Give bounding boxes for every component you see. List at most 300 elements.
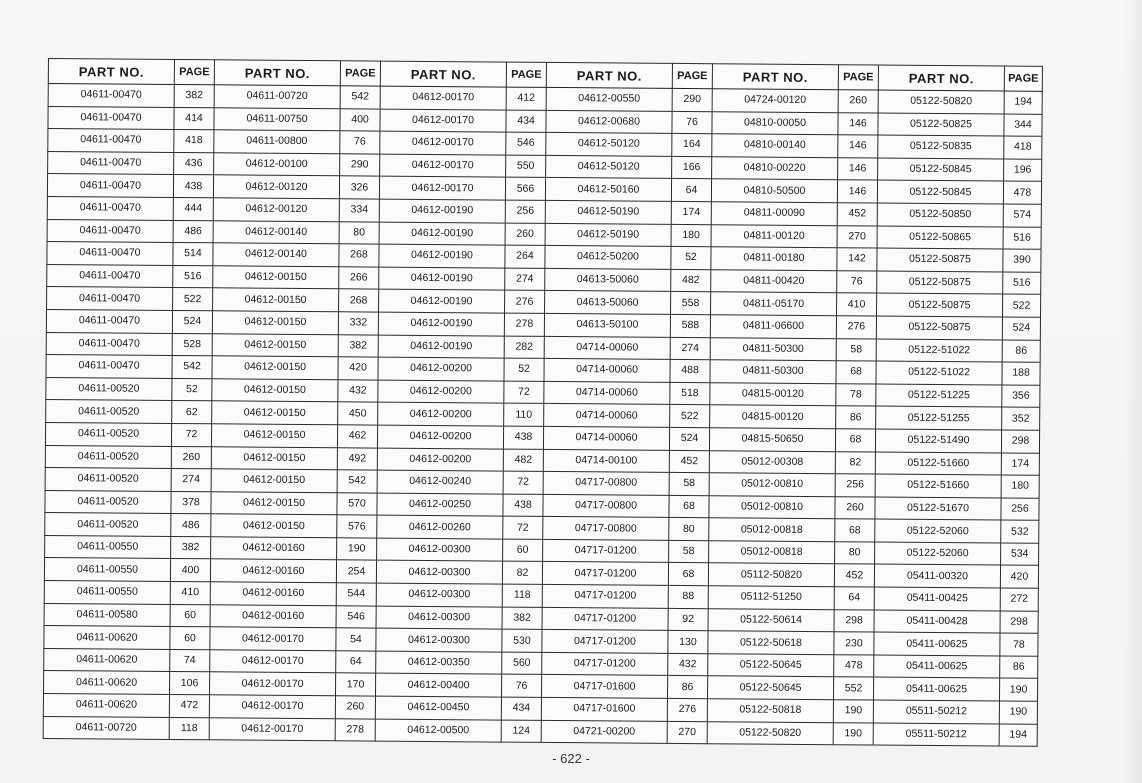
part-number-cell: 05122-50850 — [877, 203, 1003, 227]
part-number-cell: 04612-00140 — [213, 243, 339, 267]
page-reference-cell: 82 — [502, 562, 542, 585]
page-reference-cell: 254 — [336, 560, 376, 583]
page-reference-cell: 378 — [171, 491, 211, 514]
part-number-cell: 04612-00150 — [212, 401, 338, 425]
part-number-cell: 04611-00520 — [46, 377, 172, 401]
part-number-cell: 05122-52060 — [875, 519, 1001, 543]
page-reference-cell: 256 — [505, 200, 545, 223]
part-number-cell: 04612-00260 — [377, 515, 503, 539]
part-number-cell: 04717-01600 — [541, 675, 667, 699]
part-number-cell: 04612-50120 — [546, 155, 672, 179]
column-header-part-no: PART NO. — [214, 60, 340, 86]
part-number-cell: 04612-00150 — [213, 266, 339, 290]
part-number-cell: 04611-00800 — [214, 130, 340, 154]
part-number-cell: 04611-00520 — [45, 422, 171, 446]
page-reference-cell: 438 — [173, 175, 213, 198]
part-number-cell: 04815-50650 — [709, 428, 835, 452]
page-reference-cell: 382 — [174, 84, 214, 107]
page-reference-cell: 282 — [504, 336, 544, 359]
part-number-cell: 04611-00470 — [47, 174, 173, 198]
part-number-cell: 05122-50820 — [878, 90, 1004, 114]
part-number-cell: 04613-50060 — [545, 291, 671, 315]
page-reference-cell: 58 — [669, 540, 709, 563]
part-number-cell: 04612-00300 — [376, 561, 502, 585]
part-number-cell: 05122-50820 — [707, 721, 833, 745]
page-reference-cell: 166 — [672, 156, 712, 179]
page-reference-cell: 52 — [671, 247, 711, 270]
page-reference-cell: 78 — [1000, 633, 1038, 656]
page-reference-cell: 276 — [667, 698, 707, 721]
page-reference-cell: 522 — [173, 288, 213, 311]
page-reference-cell: 260 — [171, 446, 211, 469]
column-header-part-no: PART NO. — [48, 59, 174, 85]
page-reference-cell: 382 — [171, 536, 211, 559]
part-number-cell: 05122-50875 — [876, 293, 1002, 317]
part-number-cell: 04611-00470 — [47, 264, 173, 288]
page-reference-cell: 78 — [836, 383, 876, 406]
part-number-cell: 04612-00150 — [211, 424, 337, 448]
page-reference-cell: 256 — [835, 474, 875, 497]
page-reference-cell: 260 — [505, 223, 545, 246]
part-number-cell: 04612-50190 — [545, 200, 671, 224]
page-reference-cell: 414 — [174, 107, 214, 130]
page-reference-cell: 264 — [505, 245, 545, 268]
part-number-cell: 04612-00200 — [378, 402, 504, 426]
page-reference-cell: 410 — [837, 293, 877, 316]
part-number-cell: 04611-00520 — [45, 468, 171, 492]
part-number-cell: 04612-00200 — [377, 425, 503, 449]
page-reference-cell: 76 — [837, 270, 877, 293]
part-number-cell: 04612-00150 — [211, 491, 337, 515]
page-reference-cell: 588 — [670, 314, 710, 337]
part-number-cell: 04612-50200 — [545, 246, 671, 270]
part-number-cell: 04612-00190 — [379, 289, 505, 313]
part-number-cell: 04612-00680 — [546, 110, 672, 134]
page-reference-cell: 420 — [338, 357, 378, 380]
page-reference-cell: 190 — [999, 701, 1037, 724]
part-number-cell: 04611-00620 — [43, 694, 169, 718]
part-number-cell: 04717-01200 — [542, 607, 668, 631]
page-reference-cell: 92 — [668, 608, 708, 631]
page-reference-cell: 174 — [671, 201, 711, 224]
column-header-page: PAGE — [506, 62, 546, 87]
part-number-cell: 04612-00120 — [213, 198, 339, 222]
part-number-cell: 04612-00200 — [378, 357, 504, 381]
page-reference-cell: 524 — [669, 427, 709, 450]
page-reference-cell: 462 — [337, 425, 377, 448]
page-reference-cell: 174 — [1001, 453, 1039, 476]
part-number-cell: 04612-00300 — [376, 606, 502, 630]
part-number-cell: 05411-00625 — [874, 632, 1000, 656]
page-reference-cell: 298 — [1000, 611, 1038, 634]
part-number-cell: 04717-01200 — [543, 539, 669, 563]
page-reference-cell: 382 — [338, 334, 378, 357]
page-reference-cell: 432 — [668, 653, 708, 676]
part-number-cell: 05511-50212 — [873, 723, 999, 747]
part-number-cell: 05122-50845 — [877, 180, 1003, 204]
part-number-cell: 04714-00060 — [543, 426, 669, 450]
page-reference-cell: 64 — [834, 587, 874, 610]
part-number-cell: 05012-00810 — [709, 495, 835, 519]
part-number-cell: 05122-51022 — [876, 339, 1002, 363]
part-number-cell: 05122-50875 — [876, 316, 1002, 340]
part-number-cell: 04612-00550 — [546, 87, 672, 111]
column-header-page: PAGE — [340, 61, 380, 86]
page-reference-cell: 478 — [1003, 181, 1041, 204]
page-reference-cell: 516 — [173, 265, 213, 288]
part-number-cell: 04612-00300 — [376, 583, 502, 607]
page-reference-cell: 528 — [172, 333, 212, 356]
part-number-cell: 04611-00720 — [214, 85, 340, 109]
part-number-cell: 04611-00750 — [214, 107, 340, 131]
page-reference-cell: 60 — [503, 539, 543, 562]
part-number-cell: 04612-00150 — [212, 356, 338, 380]
part-number-cell: 04717-01200 — [542, 630, 668, 654]
page-reference-cell: 64 — [671, 179, 711, 202]
page-reference-cell: 64 — [336, 651, 376, 674]
page-reference-cell: 274 — [670, 337, 710, 360]
part-number-cell: 05122-51660 — [875, 474, 1001, 498]
page-reference-cell: 550 — [506, 155, 546, 178]
page-reference-cell: 52 — [172, 378, 212, 401]
part-number-cell: 04810-00050 — [712, 111, 838, 135]
page-reference-cell: 86 — [1002, 340, 1040, 363]
page-reference-cell: 146 — [837, 180, 877, 203]
part-number-cell: 04717-01200 — [542, 652, 668, 676]
part-number-cell: 04612-00400 — [375, 674, 501, 698]
page-reference-cell: 72 — [504, 381, 544, 404]
page-reference-cell: 68 — [668, 563, 708, 586]
page-reference-cell: 382 — [502, 607, 542, 630]
page-reference-cell: 146 — [838, 157, 878, 180]
column-header-part-no: PART NO. — [878, 65, 1004, 91]
page-reference-cell: 76 — [501, 675, 541, 698]
page-reference-cell: 518 — [670, 382, 710, 405]
part-number-cell: 04612-00170 — [380, 109, 506, 133]
page-reference-cell: 190 — [337, 538, 377, 561]
part-number-cell: 05122-50818 — [707, 699, 833, 723]
part-number-cell: 04611-00470 — [47, 196, 173, 220]
page-reference-cell: 290 — [672, 88, 712, 111]
page-reference-cell: 412 — [506, 87, 546, 110]
parts-index-table — [43, 58, 1043, 747]
page-reference-cell: 124 — [501, 720, 541, 743]
page-reference-cell: 438 — [503, 494, 543, 517]
part-number-cell: 04611-00620 — [44, 671, 170, 695]
part-number-cell: 04724-00120 — [712, 89, 838, 113]
page-reference-cell: 130 — [668, 631, 708, 654]
part-number-cell: 04611-00470 — [46, 309, 172, 333]
column-header-page: PAGE — [672, 63, 712, 88]
page-reference-cell: 576 — [337, 515, 377, 538]
part-number-cell: 04717-01200 — [542, 562, 668, 586]
page-reference-cell: 326 — [339, 176, 379, 199]
page-reference-cell: 516 — [1003, 227, 1041, 250]
page-reference-cell: 486 — [171, 514, 211, 537]
part-number-cell: 05122-51660 — [875, 452, 1001, 476]
page-reference-cell: 170 — [335, 673, 375, 696]
page-reference-cell: 110 — [504, 403, 544, 426]
part-number-cell: 05411-00625 — [873, 677, 999, 701]
part-number-cell: 04612-00300 — [376, 628, 502, 652]
column-header-page: PAGE — [174, 59, 214, 84]
part-number-cell: 04612-00300 — [377, 538, 503, 562]
page-reference-cell: 76 — [340, 131, 380, 154]
page-reference-cell: 334 — [339, 199, 379, 222]
part-number-cell: 04815-00120 — [710, 405, 836, 429]
page-reference-cell: 270 — [837, 225, 877, 248]
part-number-cell: 05411-00625 — [874, 655, 1000, 679]
page-reference-cell: 566 — [505, 177, 545, 200]
page-reference-cell: 190 — [999, 678, 1037, 701]
page-reference-cell: 68 — [669, 495, 709, 518]
page-reference-cell: 488 — [670, 360, 710, 383]
page-reference-cell: 68 — [835, 519, 875, 542]
part-number-cell: 04612-00170 — [210, 672, 336, 696]
part-number-cell: 04612-00100 — [214, 153, 340, 177]
part-number-cell: 04815-00120 — [710, 382, 836, 406]
part-number-cell: 05122-50835 — [878, 135, 1004, 159]
part-number-cell: 05411-00425 — [874, 587, 1000, 611]
column-header-part-no: PART NO. — [712, 64, 838, 90]
page-reference-cell: 164 — [672, 134, 712, 157]
part-number-cell: 05122-50875 — [877, 271, 1003, 295]
page-reference-cell: 522 — [670, 405, 710, 428]
part-number-cell: 04612-00160 — [210, 604, 336, 628]
column-header-page: PAGE — [838, 65, 878, 90]
page-reference-cell: 438 — [503, 426, 543, 449]
page-reference-cell: 194 — [999, 724, 1037, 747]
page-reference-cell: 62 — [172, 401, 212, 424]
page-reference-cell: 552 — [833, 677, 873, 700]
page-number: - 622 - — [552, 751, 590, 766]
part-number-cell: 04612-00170 — [210, 650, 336, 674]
part-number-cell: 05411-00428 — [874, 610, 1000, 634]
part-number-cell: 04612-00160 — [211, 537, 337, 561]
part-number-cell: 05012-00810 — [709, 473, 835, 497]
part-number-cell: 04811-00090 — [711, 202, 837, 226]
page-reference-cell: 274 — [505, 268, 545, 291]
page-reference-cell: 260 — [335, 696, 375, 719]
page-reference-cell: 142 — [837, 248, 877, 271]
page-reference-cell: 270 — [667, 721, 707, 744]
part-number-cell: 04811-00120 — [711, 224, 837, 248]
part-number-cell: 04612-00350 — [376, 651, 502, 675]
part-number-cell: 04612-50120 — [546, 133, 672, 157]
part-number-cell: 04810-00140 — [712, 134, 838, 158]
page-reference-cell: 436 — [174, 152, 214, 175]
part-number-cell: 04611-00470 — [47, 242, 173, 266]
part-number-cell: 05122-50845 — [878, 158, 1004, 182]
part-number-cell: 04612-00150 — [211, 514, 337, 538]
page-reference-cell: 72 — [171, 423, 211, 446]
page-reference-cell: 86 — [836, 406, 876, 429]
part-number-cell: 04612-00240 — [377, 470, 503, 494]
page-reference-cell: 492 — [337, 447, 377, 470]
part-number-cell: 05122-50618 — [708, 631, 834, 655]
part-number-cell: 04612-00140 — [213, 220, 339, 244]
page-reference-cell: 276 — [836, 316, 876, 339]
page-reference-cell: 80 — [669, 518, 709, 541]
page-reference-cell: 118 — [169, 717, 209, 740]
page-reference-cell: 290 — [340, 154, 380, 177]
page-reference-cell: 76 — [672, 111, 712, 134]
part-number-cell: 04612-00170 — [380, 154, 506, 178]
page-reference-cell: 418 — [1004, 136, 1042, 159]
part-number-cell: 04721-00200 — [541, 720, 667, 744]
page-reference-cell: 542 — [172, 356, 212, 379]
page-reference-cell: 190 — [833, 700, 873, 723]
part-number-cell: 04811-00180 — [711, 247, 837, 271]
page-reference-cell: 486 — [173, 220, 213, 243]
page-reference-cell: 524 — [172, 310, 212, 333]
part-number-cell: 04612-00190 — [379, 199, 505, 223]
part-number-cell: 04714-00100 — [543, 449, 669, 473]
page-reference-cell: 450 — [338, 402, 378, 425]
page-reference-cell: 106 — [170, 672, 210, 695]
part-number-cell: 04611-00470 — [47, 219, 173, 243]
part-number-cell: 04611-00720 — [43, 716, 169, 740]
page-reference-cell: 68 — [835, 429, 875, 452]
part-number-cell: 04611-00550 — [45, 535, 171, 559]
part-number-cell: 05112-50820 — [708, 563, 834, 587]
page-reference-cell: 478 — [834, 655, 874, 678]
page-reference-cell: 472 — [169, 695, 209, 718]
part-number-cell: 05122-50865 — [877, 226, 1003, 250]
part-number-cell: 04810-00220 — [712, 156, 838, 180]
part-number-cell: 04612-00170 — [209, 717, 335, 741]
page-reference-cell: 72 — [503, 471, 543, 494]
part-number-cell: 04612-00500 — [375, 719, 501, 743]
page-reference-cell: 80 — [835, 542, 875, 565]
page-reference-cell: 574 — [1003, 204, 1041, 227]
part-number-cell: 04811-06600 — [710, 315, 836, 339]
part-number-cell: 04612-00170 — [380, 131, 506, 155]
page-reference-cell: 482 — [503, 449, 543, 472]
page-reference-cell: 560 — [502, 652, 542, 675]
page-reference-cell: 452 — [669, 450, 709, 473]
part-number-cell: 04612-00150 — [211, 446, 337, 470]
part-number-cell: 05122-50825 — [878, 113, 1004, 137]
page-reference-cell: 274 — [171, 469, 211, 492]
part-number-cell: 04611-00470 — [46, 332, 172, 356]
page-edge-shadow — [1124, 0, 1142, 783]
page-reference-cell: 542 — [340, 86, 380, 109]
page-reference-cell: 278 — [335, 718, 375, 741]
page-reference-cell: 52 — [504, 358, 544, 381]
part-number-cell: 04611-00520 — [45, 513, 171, 537]
part-number-cell: 04717-00800 — [543, 494, 669, 518]
part-number-cell: 04810-50500 — [711, 179, 837, 203]
page-reference-cell: 88 — [668, 585, 708, 608]
part-number-cell: 05122-50645 — [708, 654, 834, 678]
part-number-cell: 04611-00470 — [48, 129, 174, 153]
column-header-part-no: PART NO. — [546, 62, 672, 88]
table-body — [43, 84, 1042, 747]
part-number-cell: 04717-00800 — [543, 517, 669, 541]
page-reference-cell: 74 — [170, 649, 210, 672]
part-number-cell: 04611-00550 — [44, 581, 170, 605]
part-number-cell: 04811-05170 — [711, 292, 837, 316]
page-reference-cell: 266 — [339, 267, 379, 290]
part-number-cell: 04612-00150 — [212, 333, 338, 357]
part-number-cell: 04611-00470 — [46, 355, 172, 379]
part-number-cell: 05012-00308 — [709, 450, 835, 474]
page-reference-cell: 558 — [671, 292, 711, 315]
part-number-cell: 04612-00170 — [210, 627, 336, 651]
part-number-cell: 04612-00190 — [378, 335, 504, 359]
part-number-cell: 04613-50060 — [545, 268, 671, 292]
part-number-cell: 04611-00520 — [45, 445, 171, 469]
page-reference-cell: 434 — [506, 110, 546, 133]
page-reference-cell: 276 — [505, 290, 545, 313]
page-reference-cell: 356 — [1002, 385, 1040, 408]
part-number-cell: 04612-50190 — [545, 223, 671, 247]
page-reference-cell: 58 — [669, 472, 709, 495]
page-reference-cell: 444 — [173, 197, 213, 220]
page-reference-cell: 344 — [1004, 114, 1042, 137]
page-reference-cell: 86 — [1000, 656, 1038, 679]
page-reference-cell: 190 — [833, 722, 873, 745]
part-number-cell: 04717-00800 — [543, 471, 669, 495]
part-number-cell: 05122-51255 — [876, 406, 1002, 430]
page-reference-cell: 570 — [337, 492, 377, 515]
column-header-page: PAGE — [1004, 66, 1042, 91]
part-number-cell: 05411-00320 — [874, 564, 1000, 588]
page-reference-cell: 272 — [1000, 588, 1038, 611]
part-number-cell: 05012-00818 — [709, 541, 835, 565]
page-reference-cell: 188 — [1002, 362, 1040, 385]
page-reference-cell: 180 — [1001, 475, 1039, 498]
part-number-cell: 04612-00200 — [378, 380, 504, 404]
part-number-cell: 04612-00190 — [379, 244, 505, 268]
page-reference-cell: 194 — [1004, 91, 1042, 114]
part-number-cell: 04717-01200 — [542, 584, 668, 608]
page-reference-cell: 452 — [837, 203, 877, 226]
page-reference-cell: 60 — [170, 627, 210, 650]
page-reference-cell: 260 — [838, 90, 878, 113]
page-reference-cell: 524 — [1002, 317, 1040, 340]
part-number-cell: 05511-50212 — [873, 700, 999, 724]
page-reference-cell: 260 — [835, 496, 875, 519]
part-number-cell: 04611-00550 — [44, 558, 170, 582]
page-reference-cell: 268 — [339, 289, 379, 312]
part-number-cell: 04612-00450 — [375, 696, 501, 720]
part-number-cell: 04612-00150 — [213, 288, 339, 312]
page-reference-cell: 332 — [338, 312, 378, 335]
part-number-cell: 04612-00170 — [379, 176, 505, 200]
page-reference-cell: 58 — [836, 338, 876, 361]
part-number-cell: 04612-00190 — [379, 267, 505, 291]
page-reference-cell: 452 — [834, 564, 874, 587]
part-number-cell: 05122-51670 — [875, 497, 1001, 521]
page-reference-cell: 298 — [834, 609, 874, 632]
part-number-cell: 04612-00170 — [380, 86, 506, 110]
page-reference-cell: 268 — [339, 244, 379, 267]
page-reference-cell: 546 — [506, 132, 546, 155]
page-reference-cell: 400 — [340, 108, 380, 131]
page-reference-cell: 278 — [504, 313, 544, 336]
page-reference-cell: 418 — [174, 130, 214, 153]
part-number-cell: 04714-00060 — [544, 404, 670, 428]
part-number-cell: 05122-51490 — [875, 429, 1001, 453]
part-number-cell: 04611-00520 — [46, 400, 172, 424]
page-reference-cell: 352 — [1002, 407, 1040, 430]
page-reference-cell: 516 — [1003, 272, 1041, 295]
page-reference-cell: 482 — [671, 269, 711, 292]
page-reference-cell: 420 — [1000, 565, 1038, 588]
page-reference-cell: 544 — [336, 583, 376, 606]
